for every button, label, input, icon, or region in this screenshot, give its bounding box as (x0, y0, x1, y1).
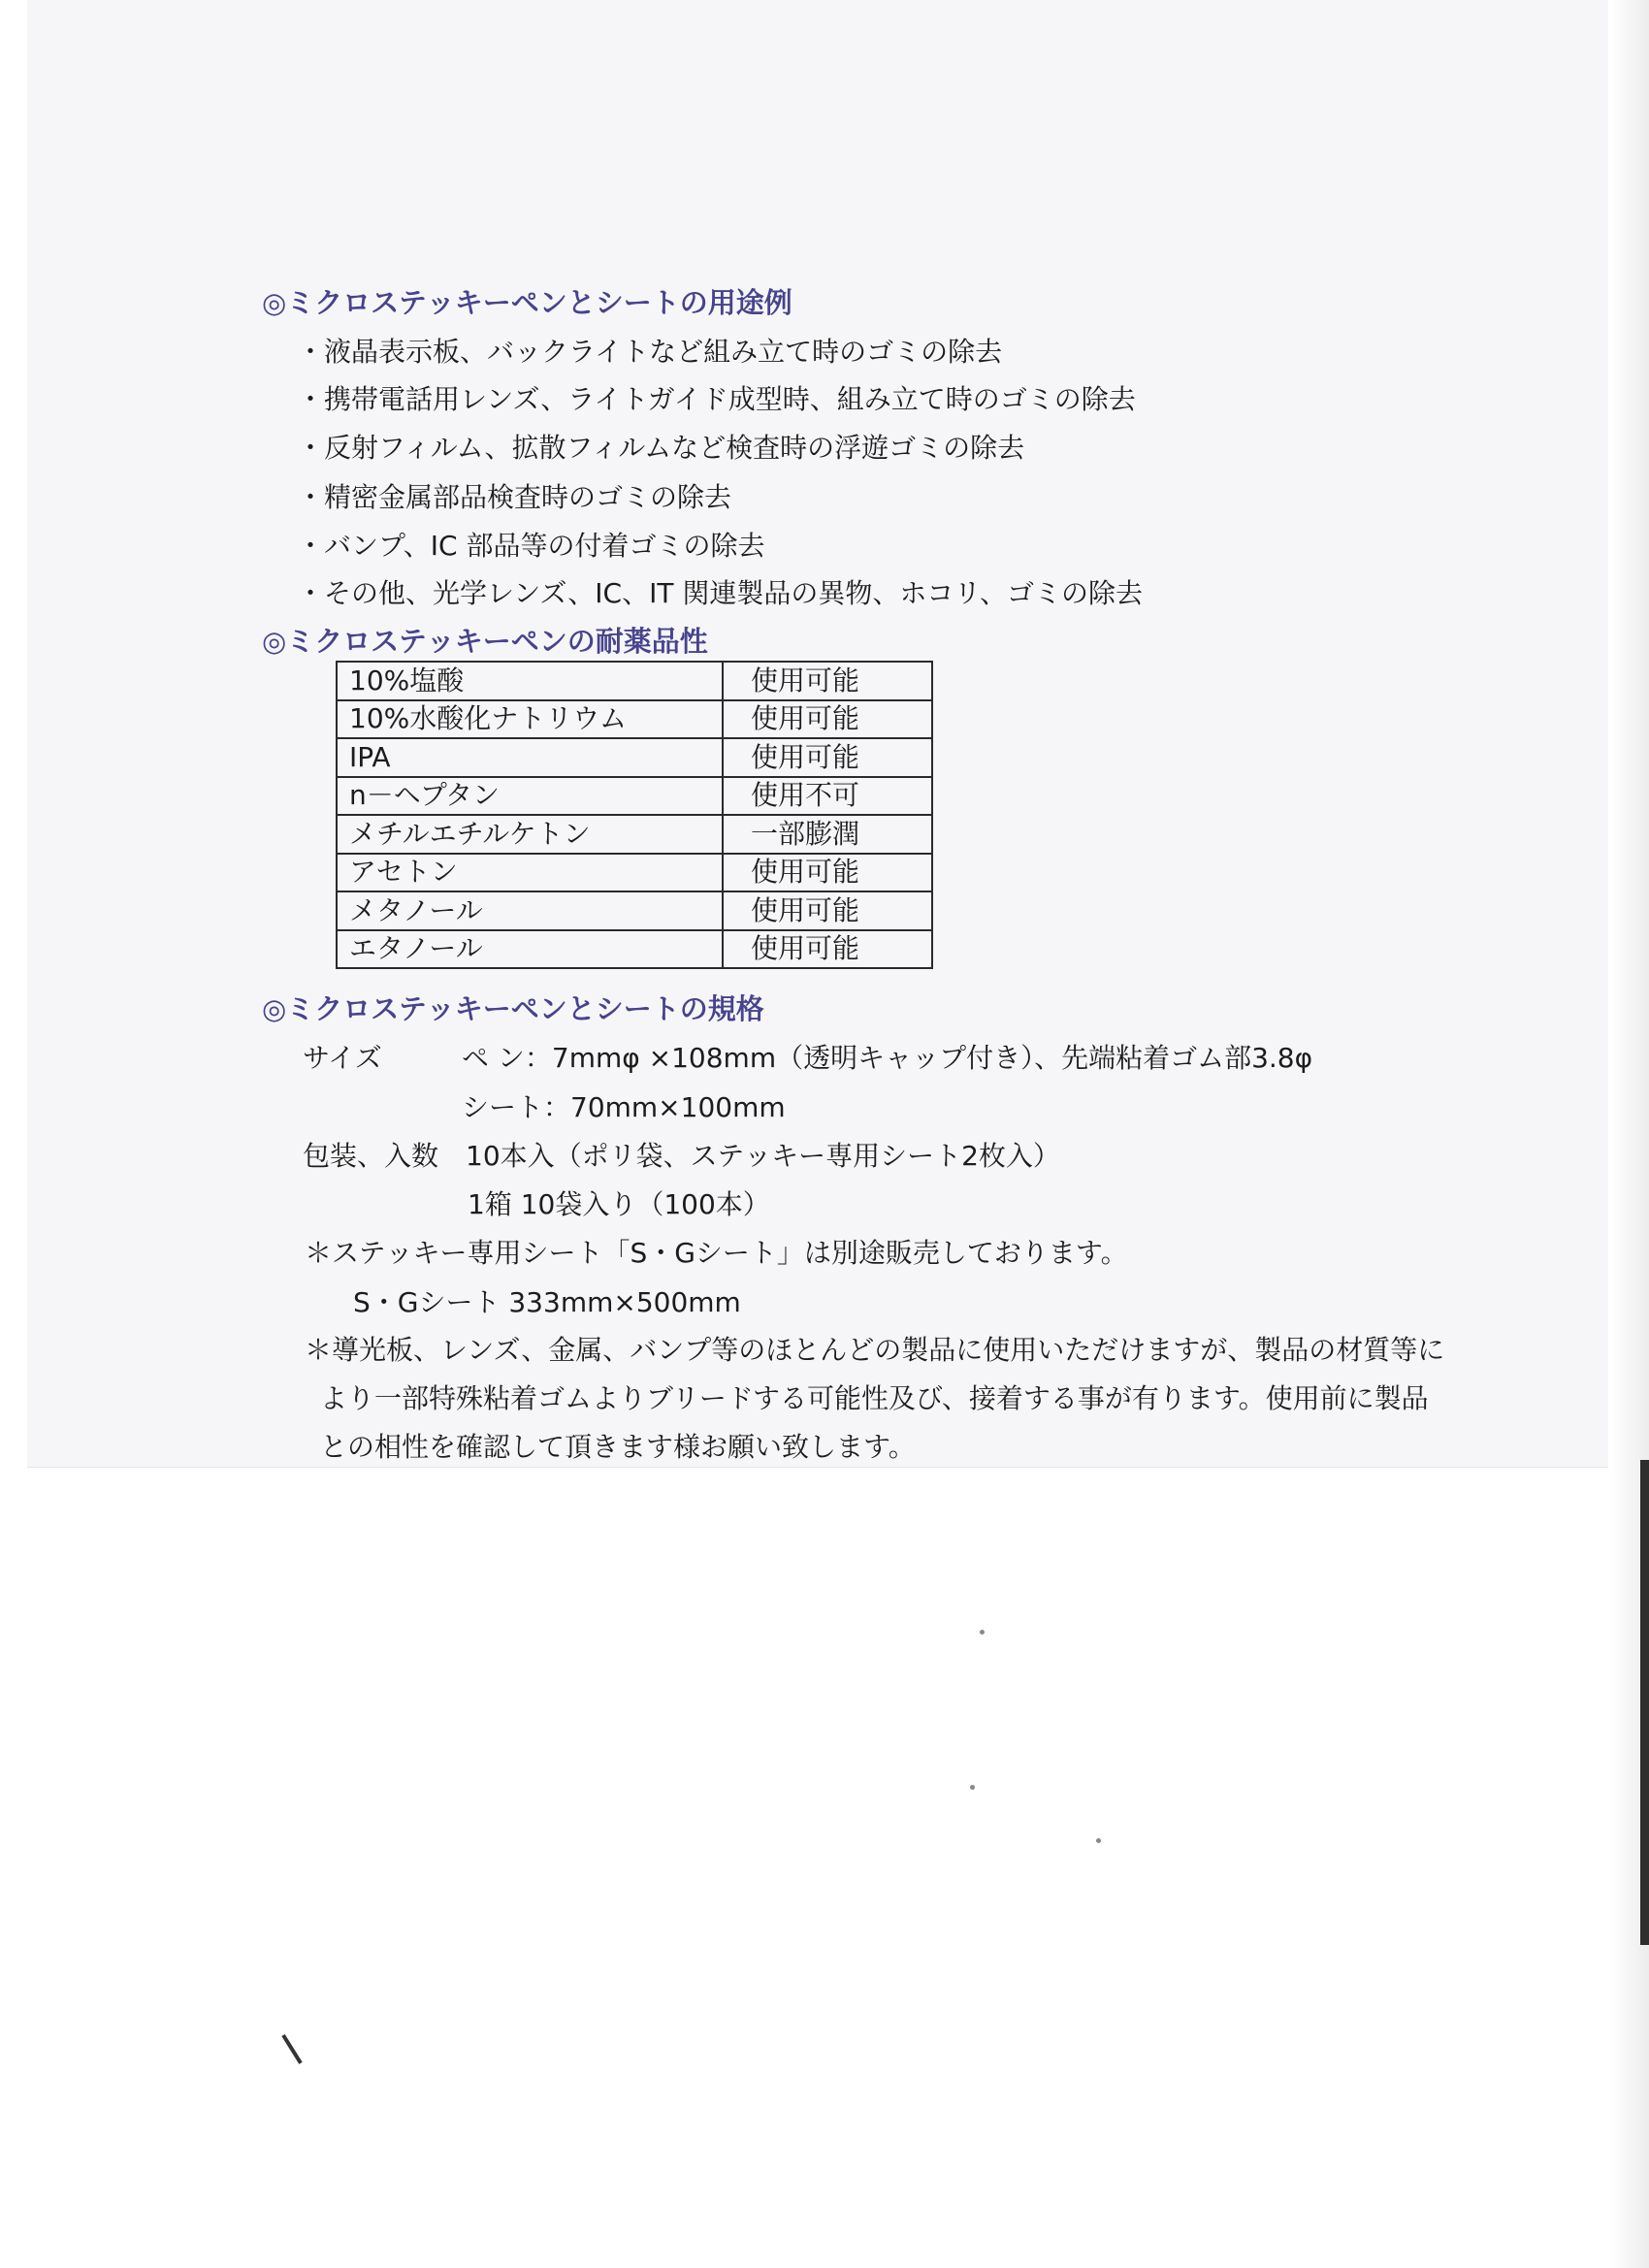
resistance-result: 使用可能 (723, 891, 932, 930)
resistance-result: 使用可能 (723, 738, 932, 777)
table-row (337, 662, 932, 700)
table-row (337, 738, 932, 777)
uses-item: ・その他、光学レンズ、IC、IT 関連製品の異物、ホコリ、ゴミの除去 (297, 577, 1143, 609)
scan-speck (1096, 1838, 1101, 1843)
scan-edge-mark (1640, 1460, 1649, 1945)
scan-scratch (281, 2034, 302, 2064)
packaging-spec: 10本入（ポリ袋、ステッキー専用シート2枚入） (466, 1140, 1060, 1172)
table-row (337, 700, 932, 739)
resistance-result: 使用不可 (723, 777, 932, 816)
chemical-name: 10%水酸化ナトリウム (337, 700, 723, 739)
chemical-name: IPA (337, 738, 723, 777)
specs-heading: ◎ミクロステッキーペンとシートの規格 (262, 992, 764, 1025)
pen-spec: ペ ン：7mmφ ×108mm（透明キャップ付き）、先端粘着ゴム部3.8φ (462, 1042, 1313, 1074)
uses-item: ・携帯電話用レンズ、ライトガイド成型時、組み立て時のゴミの除去 (297, 383, 1136, 415)
resistance-result: 使用可能 (723, 854, 932, 892)
chemical-resistance-table (336, 661, 933, 969)
uses-item: ・反射フィルム、拡散フィルムなど検査時の浮遊ゴミの除去 (297, 432, 1025, 464)
usage-note-line: より一部特殊粘着ゴムよりブリードする可能性及び、接着する事が有ります。使用前に製品 (320, 1382, 1429, 1414)
chemical-name: エタノール (337, 930, 723, 969)
resistance-heading: ◎ミクロステッキーペンの耐薬品性 (262, 625, 708, 658)
uses-heading: ◎ミクロステッキーペンとシートの用途例 (262, 286, 792, 319)
usage-note-line: との相性を確認して頂きます様お願い致します。 (320, 1431, 916, 1463)
table-row (337, 854, 932, 892)
table-row (337, 815, 932, 854)
chemical-name: アセトン (337, 854, 723, 892)
resistance-result: 使用可能 (723, 930, 932, 969)
usage-note-line: ＊導光板、レンズ、金属、バンプ等のほとんどの製品に使用いただけますが、製品の材質等に (305, 1334, 1445, 1366)
scan-speck (970, 1785, 975, 1790)
resistance-result: 使用可能 (723, 662, 932, 700)
packaging-label: 包装、入数 (303, 1140, 439, 1172)
sg-sheet-note: ＊ステッキー専用シート「S・Gシート」は別途販売しております。 (305, 1237, 1128, 1269)
sg-sheet-size: S・Gシート 333mm×500mm (353, 1286, 741, 1318)
table-row (337, 777, 932, 816)
chemical-name: メタノール (337, 891, 723, 930)
size-label: サイズ (303, 1042, 382, 1074)
uses-item: ・バンプ、IC 部品等の付着ゴミの除去 (297, 530, 765, 562)
sheet-spec: シート：70mm×100mm (462, 1091, 786, 1123)
uses-item: ・液晶表示板、バックライトなど組み立て時のゴミの除去 (297, 336, 1003, 368)
uses-item: ・精密金属部品検査時のゴミの除去 (297, 481, 732, 513)
table-row (337, 930, 932, 969)
box-spec: 1箱 10袋入り（100本） (468, 1188, 770, 1220)
chemical-name: n－ヘプタン (337, 777, 723, 816)
chemical-name: 10%塩酸 (337, 662, 723, 700)
scan-speck (980, 1630, 985, 1635)
resistance-result: 一部膨潤 (723, 815, 932, 854)
resistance-result: 使用可能 (723, 700, 932, 739)
chemical-name: メチルエチルケトン (337, 815, 723, 854)
table-row (337, 891, 932, 930)
